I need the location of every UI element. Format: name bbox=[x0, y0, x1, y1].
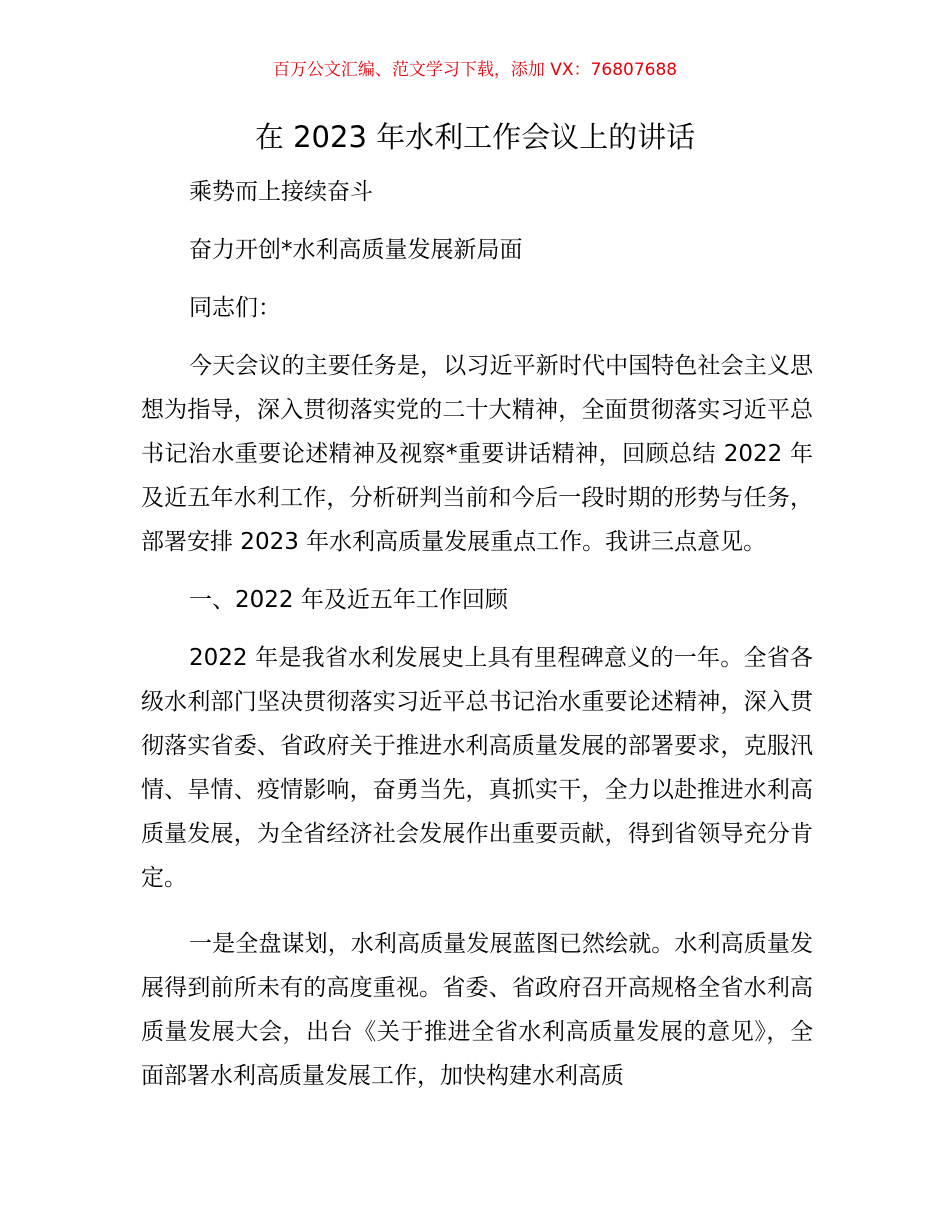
header-promo-note: 百万公文汇编、范文学习下载，添加 VX：76807688 bbox=[272, 60, 678, 80]
paragraph-intro: 今天会议的主要任务是，以习近平新时代中国特色社会主义思想为指导，深入贯彻落实党的二十大精神，全面贯彻落实习近平总书记治水重要论述精神及视察*重要讲话精神，回顾总结 2022 年及近五年水利工作，分析研判当前和今后一段时期的形势与任务，部署安排 2023 年水利高质量发展重点工作。我讲三点意见。 bbox=[141, 353, 813, 555]
salutation: 同志们： bbox=[189, 295, 281, 321]
paragraph-2022-review: 2022 年是我省水利发展史上具有里程碑意义的一年。全省各级水利部门坚决贯彻落实习近平总书记治水重要论述精神，深入贯彻落实省委、省政府关于推进水利高质量发展的部署要求，克服汛情、旱情、疫情影响，奋勇当先，真抓实干，全力以赴推进水利高质量发展，为全省经济社会发展作出重要贡献，得到省领导充分肯定。 bbox=[141, 645, 813, 891]
paragraph-planning: 一是全盘谋划，水利高质量发展蓝图已然绘就。水利高质量发展得到前所未有的高度重视。省委、省政府召开高规格全省水利高质量发展大会，出台《关于推进全省水利高质量发展的意见》，全面部署水利高质量发展工作，加快构建水利高质 bbox=[141, 931, 813, 1089]
subtitle-line-2: 奋力开创*水利高质量发展新局面 bbox=[189, 237, 523, 263]
subtitle-line-1: 乘势而上接续奋斗 bbox=[189, 179, 373, 205]
document-body bbox=[141, 170, 813, 1098]
document-title: 在 2023 年水利工作会议上的讲话 bbox=[254, 120, 696, 154]
section-heading-1: 一、2022 年及近五年工作回顾 bbox=[189, 587, 508, 613]
